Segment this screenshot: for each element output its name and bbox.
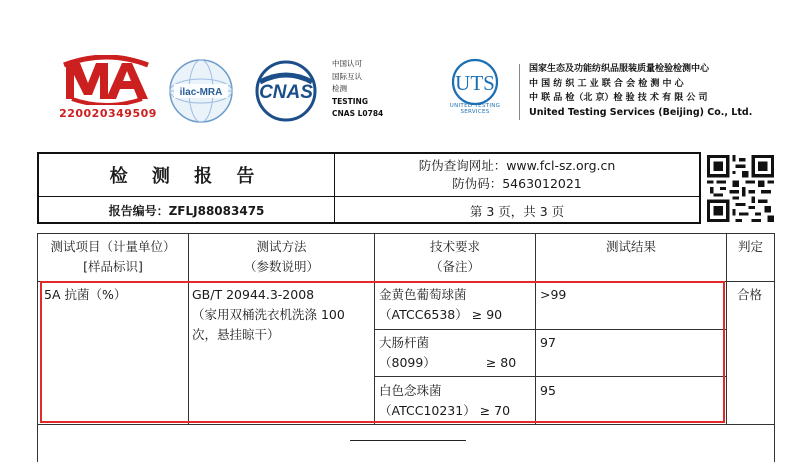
report-number: 报告编号：ZFLJ88083475 — [108, 204, 265, 218]
test-item: 5A 抗菌（%） — [44, 287, 127, 302]
organization-names: 国家生态及功能纺织品服装质量检验检测中心 中 国 纺 织 工 业 联 合 会 检 测 中 心 中 联 品 检（北 京）检 验 技 术 有 限 公 司 United Testing Services (Beijing) Co., Ltd. — [529, 64, 753, 118]
page-info: 第 3 页，共 3 页 — [469, 203, 565, 219]
result-value: 97 — [540, 335, 556, 350]
ilac-mra-label: ilac-MRA — [179, 87, 223, 98]
organism-name: 金黄色葡萄球菌 — [379, 287, 467, 302]
header-divider — [519, 64, 520, 120]
qr-code[interactable] — [707, 155, 774, 222]
cma-logo — [62, 55, 150, 105]
organism-strain: （8099） — [379, 355, 436, 370]
table-top-border — [37, 233, 775, 234]
cnas-label: CNAS — [259, 82, 313, 103]
report-title: 检 测 报 告 — [109, 166, 264, 187]
table-right-border — [774, 233, 775, 462]
header-verdict: 判定 — [737, 239, 763, 254]
uts-caption: UNITED TESTING SERVICES — [449, 103, 501, 115]
anti-counterfeit-info — [335, 157, 699, 193]
organism-strain: （ATCC10231） — [379, 403, 476, 418]
test-method: GB/T 20944.3-2008 （家用双桶洗衣机洗涤 100 次，悬挂晾干） — [192, 287, 345, 342]
end-line — [350, 440, 466, 441]
header-requirement: 技术要求 （备注） — [429, 239, 480, 274]
table-bottom-divider — [37, 424, 775, 425]
verdict: 合格 — [737, 287, 763, 302]
highlight-box — [40, 281, 725, 423]
organism-name: 白色念珠菌 — [379, 383, 442, 398]
ilac-mra-logo — [168, 58, 234, 124]
verify-code: 防伪码：5463012021 — [452, 176, 582, 191]
report-header-table — [37, 152, 701, 224]
uts-label: UTS — [455, 71, 495, 95]
column-divider — [726, 233, 727, 424]
header-result: 测试结果 — [605, 239, 656, 254]
organism-strain: （ATCC6538） — [379, 307, 468, 322]
header-test-item: 测试项目（计量单位） [样品标识] — [50, 239, 176, 274]
verify-url[interactable]: 防伪查询网址：www.fcl-sz.org.cn — [418, 158, 616, 173]
requirement-value: ≥ 70 — [479, 403, 511, 418]
organism-name: 大肠杆菌 — [379, 335, 430, 350]
requirement-value: ≥ 90 — [471, 307, 503, 322]
header-test-method: 测试方法 （参数说明） — [243, 239, 319, 274]
cma-number: 220020349509 — [59, 107, 157, 120]
result-value: 95 — [540, 383, 556, 398]
cnas-accreditation-text: 中国认可 国际互认 检测 TESTING CNAS L0784 — [332, 59, 384, 118]
cnas-logo — [246, 60, 326, 122]
result-value: >99 — [540, 287, 567, 302]
requirement-value: ≥ 80 — [485, 355, 517, 370]
